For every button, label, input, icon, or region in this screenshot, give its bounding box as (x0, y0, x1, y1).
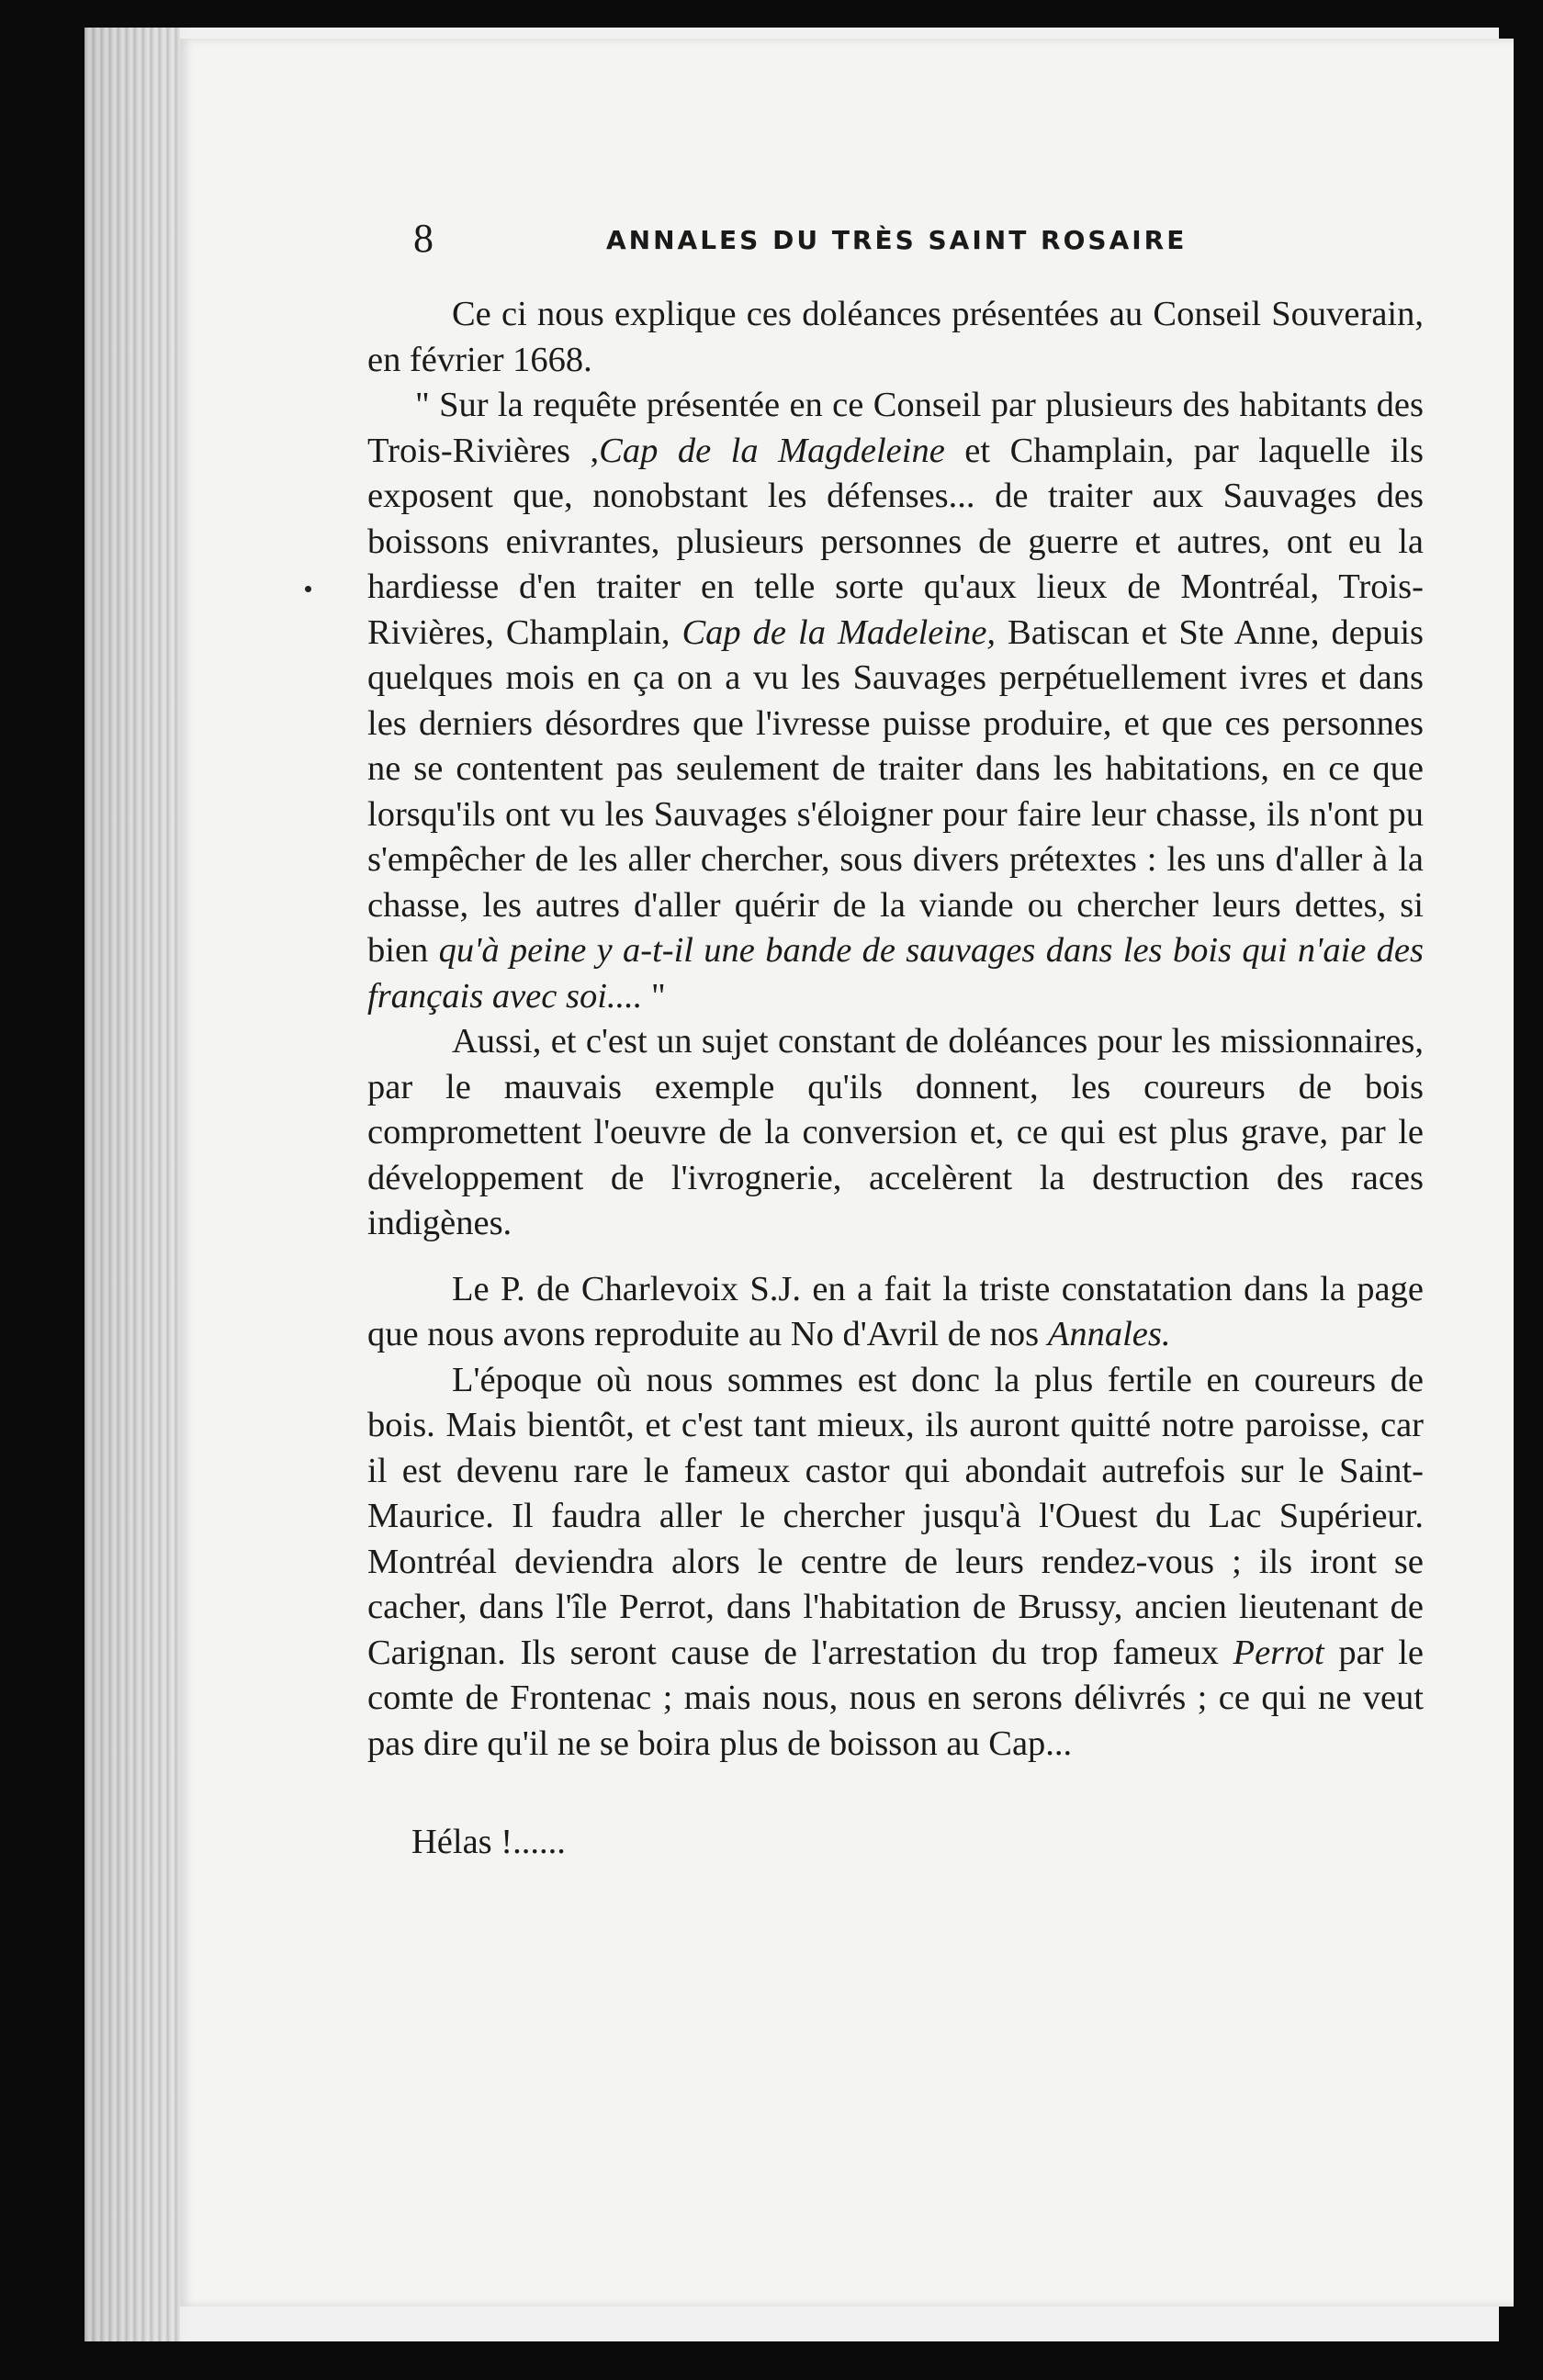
page-body (367, 292, 1424, 1866)
right-margin-dark (1514, 0, 1543, 2380)
text-segment: et Champlain, par laquelle ils exposent que, nonobstant les défenses... de traiter aux Sauvages des boissons enivrantes, plusieurs personnes de guerre et autres, ont eu la hardiesse d'en traiter en telle sorte qu'aux lieux de Montréal, Trois-Rivières, Champlain, (367, 431, 1424, 652)
italic-text-segment: Perrot (1233, 1633, 1324, 1672)
text-segment: " Sur la requête présentée en ce Conseil par plusieurs des habitants des Trois-Rivières , (367, 386, 1424, 470)
paragraph (367, 1358, 1424, 1768)
paragraph: Ce ci nous explique ces doléances présentées au Conseil Souverain, en février 1668. (367, 295, 1424, 379)
text-segment: Batiscan et Ste Anne, depuis quelques mois en ça on a vu les Sauvages perpétuellement ivres et dans les derniers désordres que l'ivresse puisse produire, et que ces personnes ne se contentent pas seulement de traiter dans les habitations, en ce que lorsqu'ils ont vu les Sauvages s'éloigner pour faire leur chasse, ils n'ont pu s'empêcher de les aller chercher, sous divers prétextes : les uns d'aller à la chasse, les autres d'aller quérir de la viande ou chercher leurs dettes, si bien (367, 612, 1424, 970)
italic-text-segment: Cap de la Magdeleine (599, 431, 945, 470)
ink-speck (305, 586, 311, 592)
paragraph: Aussi, et c'est un sujet constant de doléances pour les missionnaires, par le mauvais exemple qu'ils donnent, les coureurs de bois compromettent l'oeuvre de la conversion et, ce qui est plus grave, par le développement de l'ivrognerie, accelèrent la destruction des races indigènes. (367, 1022, 1424, 1242)
text-segment: par le comte de Frontenac ; mais nous, nous en serons délivrés ; ce qui ne veut pas dire qu'il ne se boira plus de boisson au Cap... (367, 1633, 1424, 1763)
page-number: 8 (413, 216, 434, 261)
italic-text-segment: Annales. (1047, 1315, 1171, 1353)
page-header (413, 213, 1460, 268)
running-head: ANNALES DU TRÈS SAINT ROSAIRE (606, 225, 1188, 255)
text-segment: " (642, 976, 666, 1016)
text-segment: Le P. de Charlevoix S.J. en a fait la triste constatation dans la page que nous avons reproduite au No d'Avril de nos (367, 1269, 1424, 1353)
italic-text-segment: Cap de la Madeleine, (681, 612, 997, 652)
page-stack-edge (84, 28, 180, 2341)
quoted-paragraph (367, 383, 1424, 1019)
text-segment: L'époque où nous sommes est donc la plus fertile en coureurs de bois. Mais bientôt, et c'est tant mieux, ils auront quitté notre paroisse, car il est devenu rare le fameux castor qui abondait autrefois sur le Saint-Maurice. Il faudra aller le chercher jusqu'à l'Ouest du Lac Supérieur. Montréal deviendra alors le centre de leurs rendez-vous ; ils iront se cacher, dans l'île Perrot, dans l'habitation de Brussy, ancien lieutenant de Carignan. Ils seront cause de l'arrestation du trop fameux (367, 1360, 1424, 1672)
closing-line: Hélas !...... (411, 1823, 566, 1861)
paragraph (367, 1267, 1424, 1358)
italic-text-segment: qu'à peine y a-t-il une bande de sauvages dans les bois qui n'aie des français avec soi.... (367, 931, 1424, 1016)
